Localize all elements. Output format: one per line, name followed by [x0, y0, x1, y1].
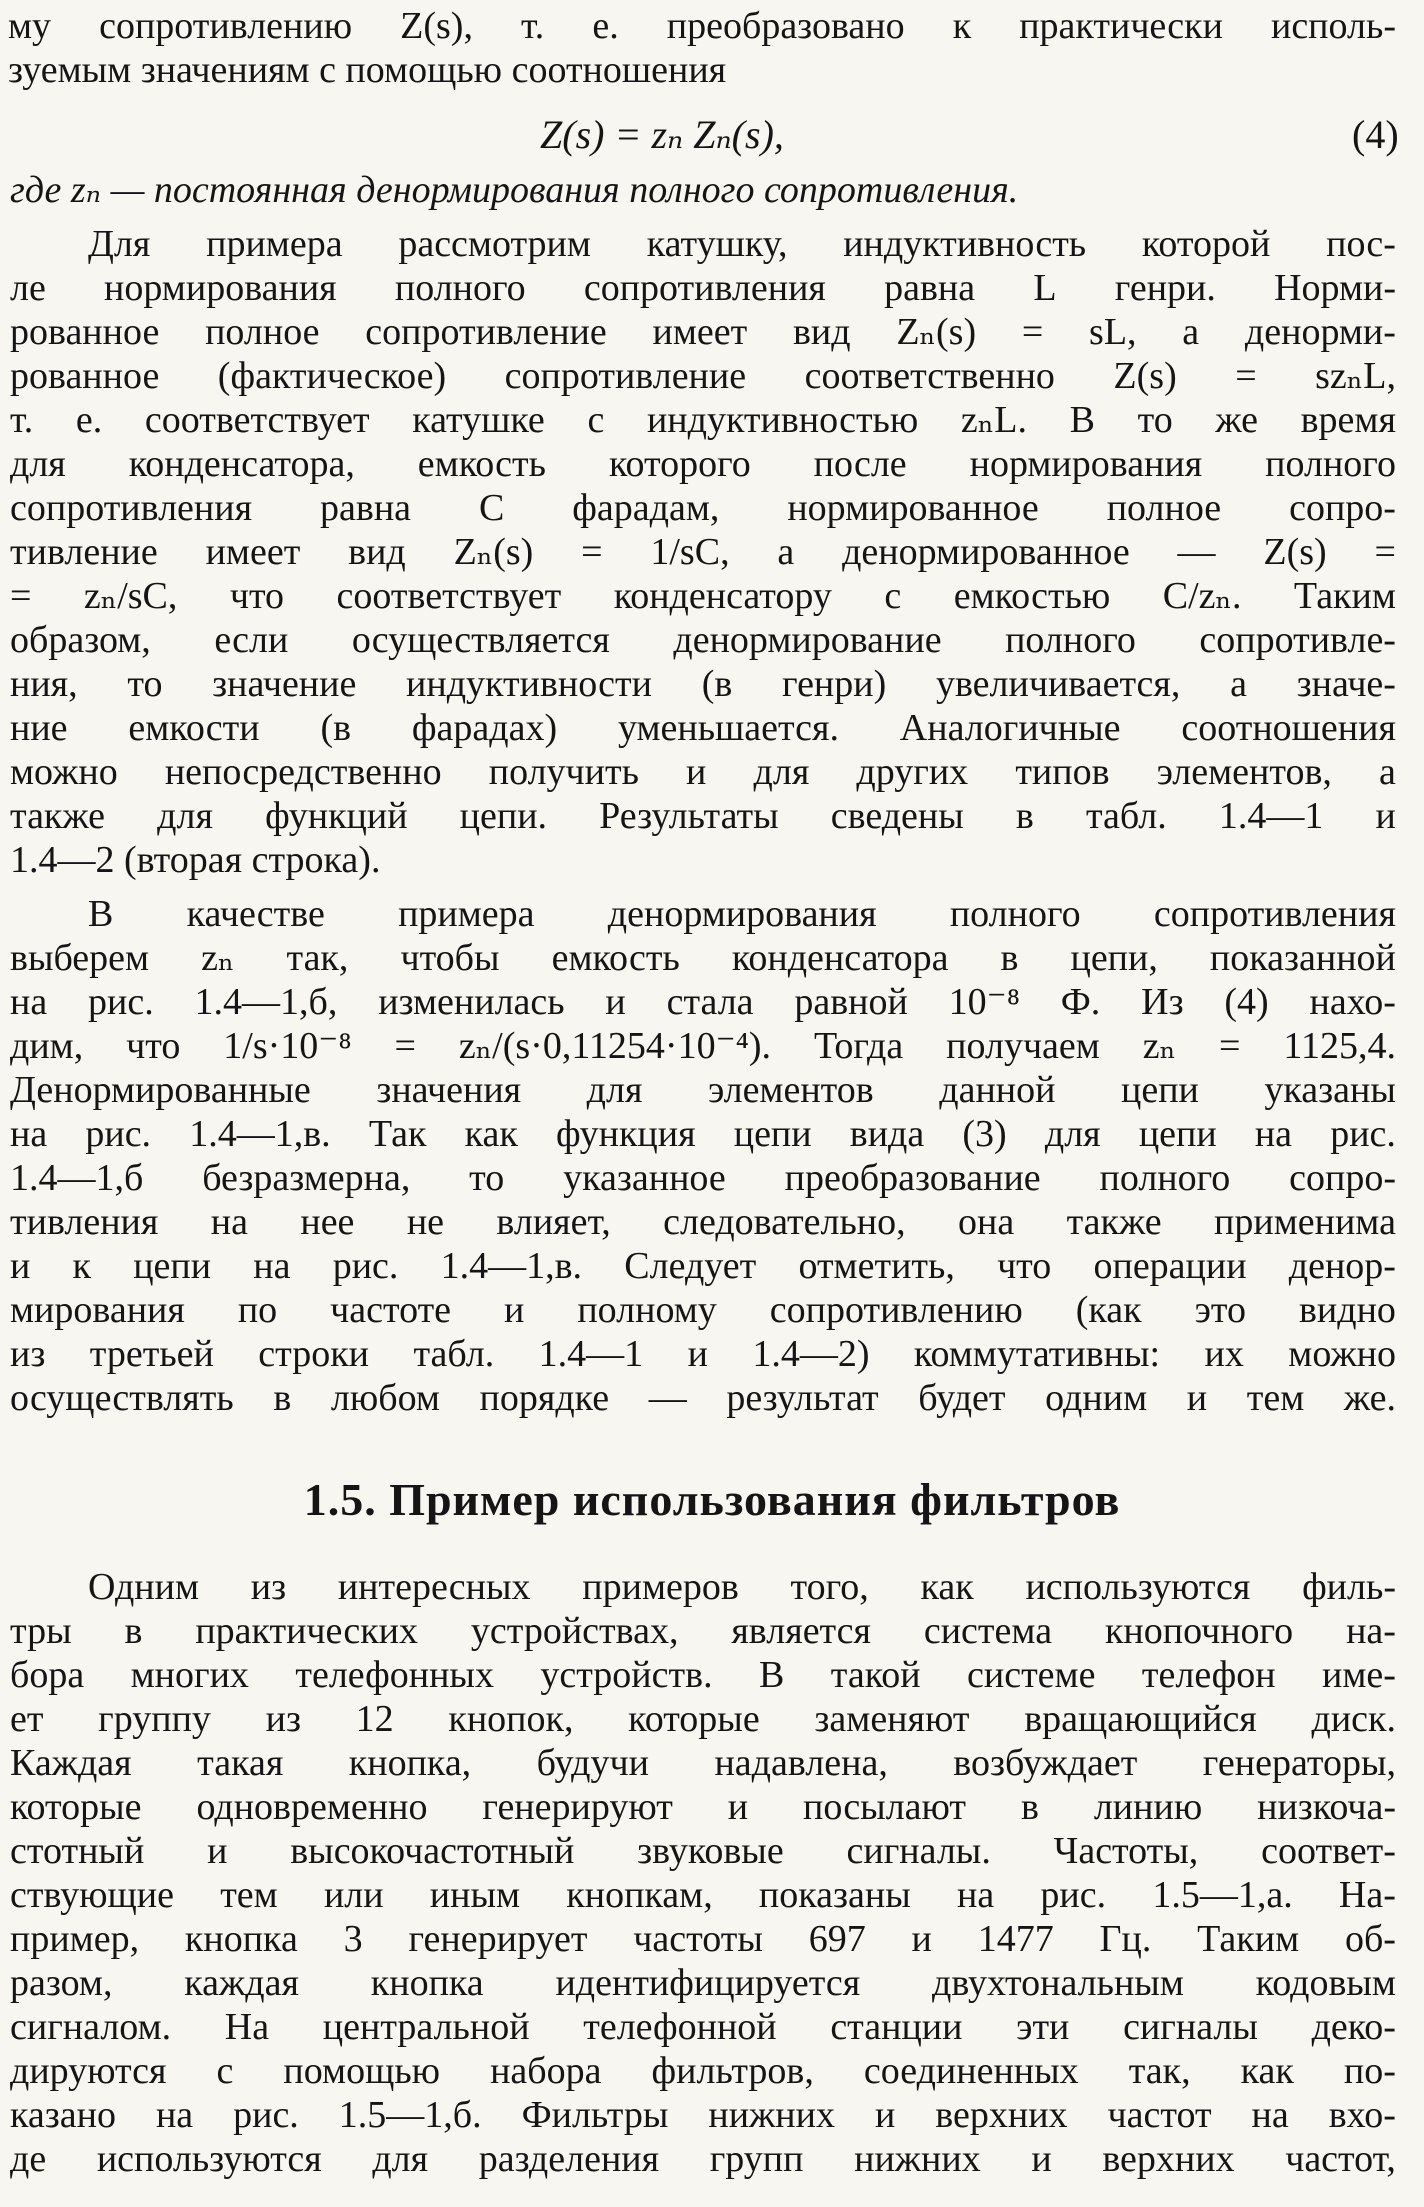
equation-expression: Z(s) = zₙ Zₙ(s), — [540, 112, 784, 157]
text-line: му сопротивлению Z(s), т. е. преобразовано к практически исполь- — [8, 5, 1396, 47]
text-line: 1.4—2 (вторая строка). — [10, 839, 381, 881]
text-line: ния, то значение индуктивности (в генри) увеличивается, а значе- — [10, 663, 1396, 705]
text-line: рованное (фактическое) сопротивление соответственно Z(s) = szₙL, — [10, 355, 1396, 397]
text-line: рованное полное сопротивление имеет вид Zₙ(s) = sL, а денорми- — [10, 311, 1396, 353]
text-line: ние емкости (в фарадах) уменьшается. Аналогичные соотношения — [10, 707, 1396, 749]
text-line: Для примера рассмотрим катушку, индуктивность которой пос- — [88, 223, 1396, 265]
text-line: 1.4—1,б безразмерна, то указанное преобразование полного сопро- — [10, 1157, 1396, 1199]
text-line: Каждая такая кнопка, будучи надавлена, возбуждает генераторы, — [10, 1742, 1396, 1784]
text-line-definition: где zₙ — постоянная денормирования полного сопротивления. — [10, 169, 1019, 211]
text-line: можно непосредственно получить и для других типов элементов, а — [10, 751, 1396, 793]
equation-number: (4) — [1352, 112, 1399, 157]
text-line: для конденсатора, емкость которого после нормирования полного — [10, 443, 1396, 485]
text-line: бора многих телефонных устройств. В такой системе телефон име- — [10, 1654, 1396, 1696]
text-line: сигналом. На центральной телефонной станции эти сигналы деко- — [10, 2006, 1396, 2048]
section-heading: 1.5. Пример использования фильтров — [303, 1474, 1121, 1525]
text-line: образом, если осуществляется денормирование полного сопротивле- — [10, 619, 1396, 661]
text-line: дим, что 1/s·10⁻⁸ = zₙ/(s·0,11254·10⁻⁴). Тогда получаем zₙ = 1125,4. — [10, 1025, 1396, 1067]
text-line: тры в практических устройствах, является система кнопочного на- — [10, 1610, 1396, 1652]
text-line: = zₙ/sC, что соответствует конденсатору с емкостью C/zₙ. Таким — [10, 575, 1396, 617]
text-line: де используются для разделения групп нижних и верхних частот, — [10, 2138, 1396, 2180]
text-line: пример, кнопка 3 генерирует частоты 697 и 1477 Гц. Таким об- — [10, 1918, 1396, 1960]
text-line: ет группу из 12 кнопок, которые заменяют вращающийся диск. — [10, 1698, 1396, 1740]
text-line: тивления на нее не влияет, следовательно, она также применима — [10, 1201, 1396, 1243]
text-line: сопротивления равна C фарадам, нормированное полное сопро- — [10, 487, 1396, 529]
text-line: выберем zₙ так, чтобы емкость конденсатора в цепи, показанной — [10, 937, 1396, 979]
text-line: Денормированные значения для элементов данной цепи указаны — [10, 1069, 1396, 1111]
text-line: зуемым значениям с помощью соотношения — [8, 49, 727, 91]
equation-4 — [0, 110, 1424, 160]
text-line: разом, каждая кнопка идентифицируется двухтональным кодовым — [10, 1962, 1396, 2004]
text-line: на рис. 1.4—1,б, изменилась и стала равной 10⁻⁸ Ф. Из (4) нахо- — [10, 981, 1396, 1023]
text-line: тивление имеет вид Zₙ(s) = 1/sC, а денормированное — Z(s) = — [10, 531, 1396, 573]
text-line: ле нормирования полного сопротивления равна L генри. Норми- — [10, 267, 1396, 309]
text-line: также для функций цепи. Результаты сведены в табл. 1.4—1 и — [10, 795, 1396, 837]
text-line: и к цепи на рис. 1.4—1,в. Следует отметить, что операции денор- — [10, 1245, 1396, 1287]
text-line: дируются с помощью набора фильтров, соединенных так, как по- — [10, 2050, 1396, 2092]
text-line: мирования по частоте и полному сопротивлению (как это видно — [10, 1289, 1396, 1331]
text-line: из третьей строки табл. 1.4—1 и 1.4—2) коммутативны: их можно — [10, 1333, 1396, 1375]
text-line: т. е. соответствует катушке с индуктивностью zₙL. В то же время — [10, 399, 1396, 441]
text-line: Одним из интересных примеров того, как используются филь- — [88, 1566, 1396, 1608]
text-line: стотный и высокочастотный звуковые сигналы. Частоты, соответ- — [10, 1830, 1396, 1872]
text-line: осуществлять в любом порядке — результат будет одним и тем же. — [10, 1377, 1396, 1419]
text-line: на рис. 1.4—1,в. Так как функция цепи вида (3) для цепи на рис. — [10, 1113, 1396, 1155]
text-line: В качестве примера денормирования полного сопротивления — [88, 893, 1396, 935]
text-line: казано на рис. 1.5—1,б. Фильтры нижних и верхних частот на вхо- — [10, 2094, 1396, 2136]
text-line: ствующие тем или иным кнопкам, показаны на рис. 1.5—1,а. На- — [10, 1874, 1396, 1916]
text-line: которые одновременно генерируют и посылают в линию низкоча- — [10, 1786, 1396, 1828]
